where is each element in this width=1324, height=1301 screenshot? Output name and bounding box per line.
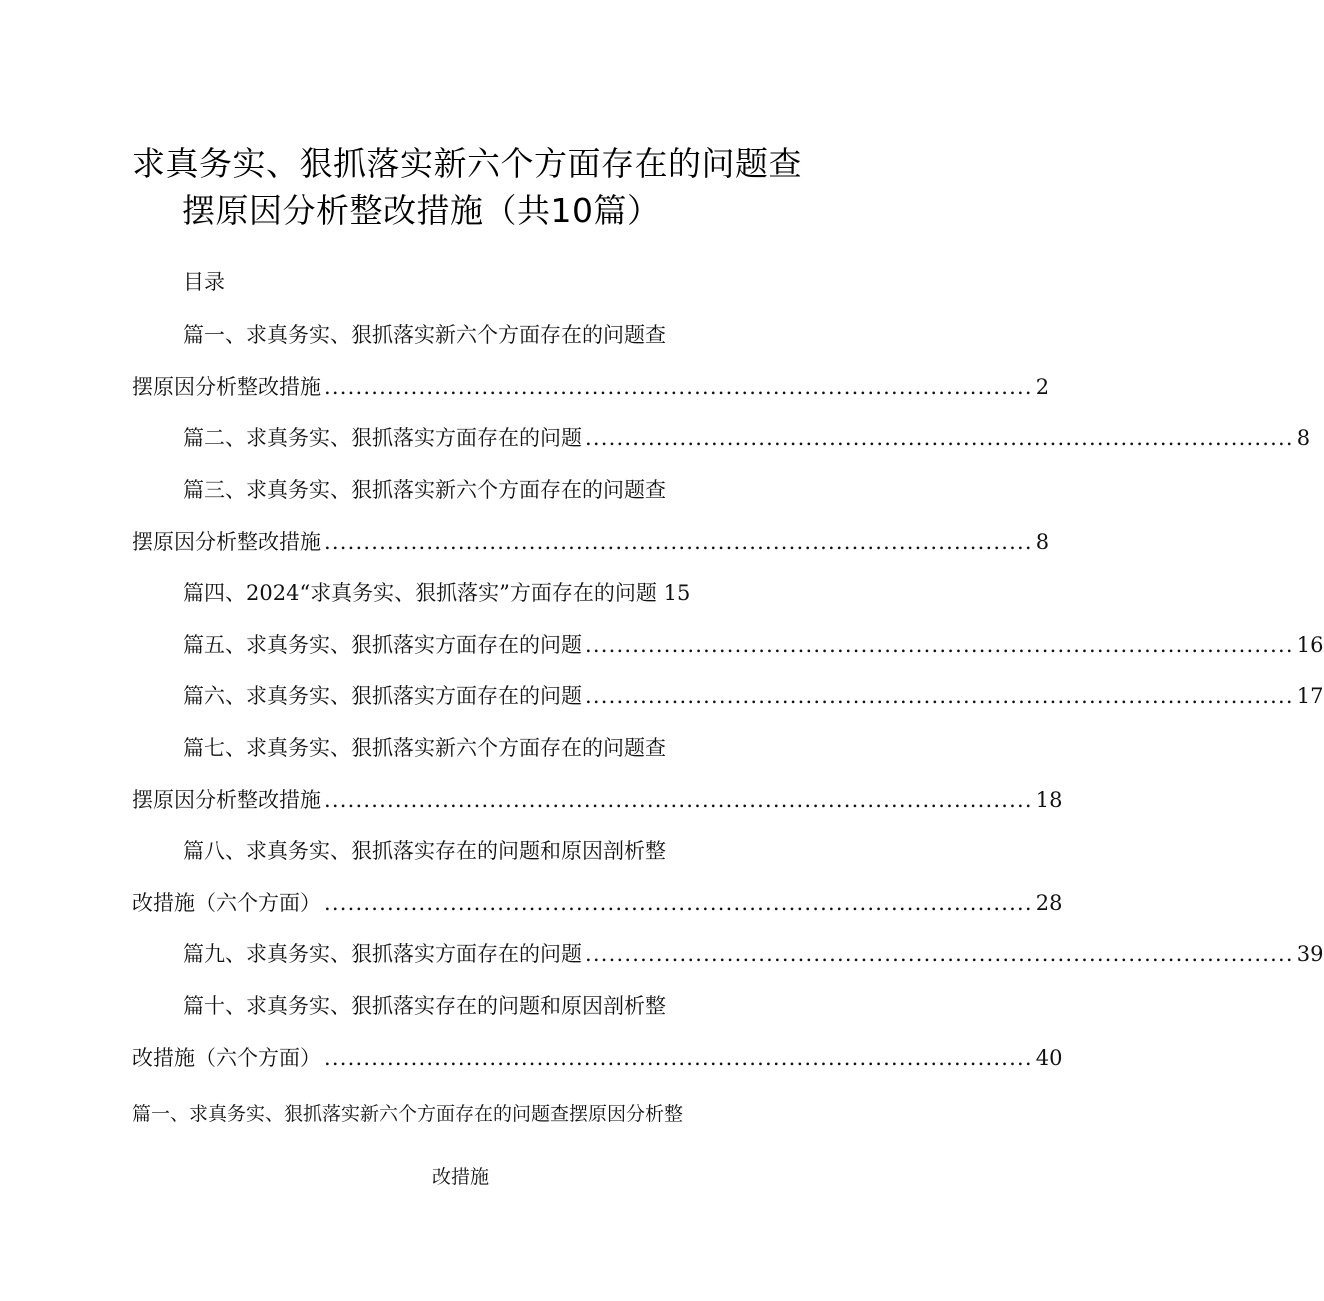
toc-entry-5[interactable] (183, 631, 1324, 659)
document-title-line1: 求真务实、狠抓落实新六个方面存在的问题查 (132, 144, 802, 183)
toc-entry-8-line2: 改措施（六个方面） (132, 891, 321, 915)
section-heading-line2: 改措施 (432, 1166, 490, 1188)
toc-entry-7-line2: 摆原因分析整改措施 (132, 788, 321, 812)
toc-entry-6-title: 篇六、求真务实、狠抓落实方面存在的问题 (183, 684, 582, 708)
toc-entry-1-line2: 摆原因分析整改措施 (132, 375, 321, 399)
toc-entry-2-title: 篇二、求真务实、狠抓落实方面存在的问题 (183, 426, 582, 450)
dot-leader: .......................................................................................... (324, 375, 1033, 399)
toc-entry-7[interactable] (132, 786, 1063, 814)
toc-entry-3[interactable] (132, 528, 1050, 556)
dot-leader: .......................................................................................... (324, 1046, 1033, 1070)
toc-entry-10[interactable] (132, 1044, 1063, 1072)
toc-entry-9-page: 39 (1296, 942, 1324, 966)
toc-entry-8-line1: 篇八、求真务实、狠抓落实存在的问题和原因剖析整 (183, 839, 666, 863)
dot-leader: .......................................................................................... (585, 684, 1294, 708)
dot-leader: .......................................................................................... (324, 530, 1033, 554)
toc-entry-10-line1: 篇十、求真务实、狠抓落实存在的问题和原因剖析整 (183, 994, 666, 1018)
dot-leader: .......................................................................................... (585, 942, 1294, 966)
toc-heading: 目录 (183, 270, 225, 294)
dot-leader: .......................................................................................... (324, 891, 1033, 915)
section-heading-line1: 篇一、求真务实、狠抓落实新六个方面存在的问题查摆原因分析整 (132, 1103, 684, 1125)
toc-entry-3-line2: 摆原因分析整改措施 (132, 530, 321, 554)
toc-entry-7-page: 18 (1035, 788, 1063, 812)
toc-entry-5-title: 篇五、求真务实、狠抓落实方面存在的问题 (183, 633, 582, 657)
toc-entry-9[interactable] (183, 940, 1324, 968)
toc-entry-6-page: 17 (1296, 684, 1324, 708)
toc-entry-10-line2: 改措施（六个方面） (132, 1046, 321, 1070)
dot-leader: .......................................................................................... (585, 426, 1294, 450)
toc-entry-3-page: 8 (1035, 530, 1050, 554)
toc-entry-2-page: 8 (1296, 426, 1311, 450)
toc-entry-10-page: 40 (1035, 1046, 1063, 1070)
toc-entry-7-line1: 篇七、求真务实、狠抓落实新六个方面存在的问题查 (183, 736, 666, 760)
toc-entry-2[interactable] (183, 424, 1311, 452)
toc-entry-5-page: 16 (1296, 633, 1324, 657)
toc-entry-1-line1: 篇一、求真务实、狠抓落实新六个方面存在的问题查 (183, 323, 666, 347)
toc-entry-4[interactable]: 篇四、2024“求真务实、狠抓落实”方面存在的问题 15 (183, 581, 691, 605)
toc-entry-1[interactable] (132, 373, 1050, 401)
toc-entry-6[interactable] (183, 682, 1324, 710)
dot-leader: .......................................................................................... (585, 633, 1294, 657)
toc-entry-8[interactable] (132, 889, 1063, 917)
toc-entry-1-page: 2 (1035, 375, 1050, 399)
toc-entry-3-line1: 篇三、求真务实、狠抓落实新六个方面存在的问题查 (183, 478, 666, 502)
dot-leader: .......................................................................................... (324, 788, 1033, 812)
toc-entry-9-title: 篇九、求真务实、狠抓落实方面存在的问题 (183, 942, 582, 966)
document-title-line2: 摆原因分析整改措施（共10篇） (182, 191, 661, 230)
toc-entry-8-page: 28 (1035, 891, 1063, 915)
